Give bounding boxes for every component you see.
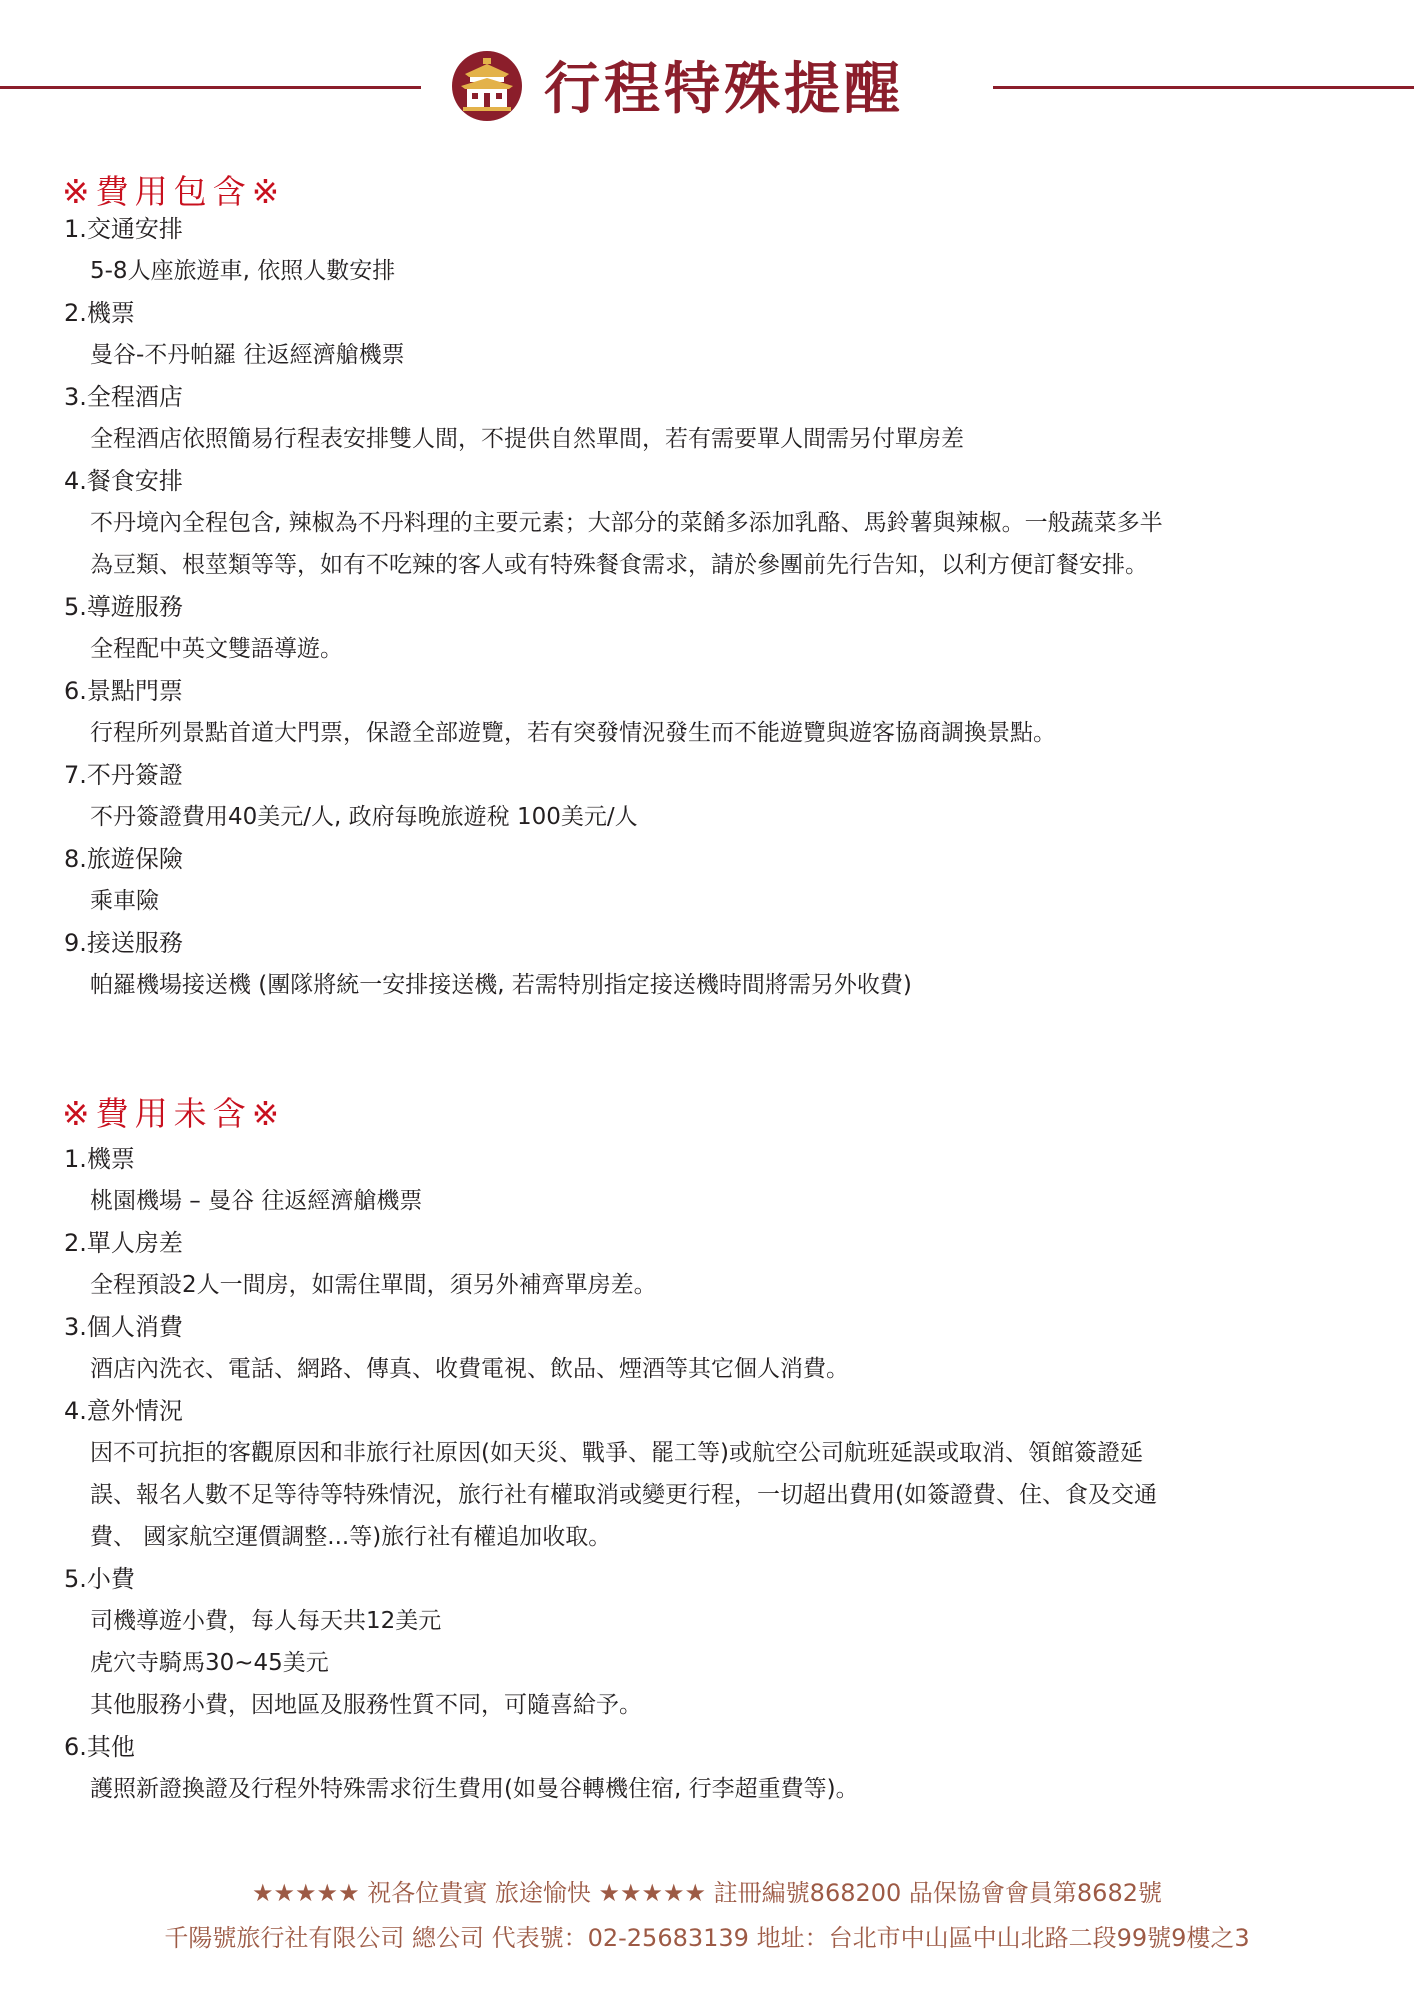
page-header [0,48,1414,132]
item-heading: 4.意外情況 [64,1397,183,1425]
included-section-title: ※費用包含※ [62,172,286,211]
item-detail: 乘車險 [90,888,159,914]
list-item [64,1558,1344,1726]
item-heading: 9.接送服務 [64,929,183,957]
item-heading: 2.單人房差 [64,1229,183,1257]
temple-icon [451,50,523,122]
list-item [64,460,1344,586]
item-detail: 誤、報名人數不足等待等特殊情況，旅行社有權取消或變更行程，一切超出費用(如簽證費、住、食及交通 [90,1482,1157,1508]
item-detail: 全程配中英文雙語導遊。 [90,636,343,662]
list-item [64,670,1344,754]
list-item [64,1222,1344,1306]
item-heading: 4.餐食安排 [64,467,183,495]
list-item [64,922,1344,1006]
item-heading: 7.不丹簽證 [64,761,183,789]
item-heading: 1.機票 [64,1145,135,1173]
item-detail: 不丹簽證費用40美元/人, 政府每晚旅遊稅 100美元/人 [90,804,638,830]
page-title: 行程特殊提醒 [544,57,904,122]
item-detail: 桃園機場 – 曼谷 往返經濟艙機票 [90,1188,423,1214]
list-item [64,1726,1344,1810]
footer-company-info: 千陽號旅行社有限公司 總公司 代表號：02-25683139 地址：台北市中山區中山北路二段99號9樓之3 [164,1924,1250,1952]
item-detail: 帕羅機場接送機 (團隊將統一安排接送機, 若需特別指定接送機時間將需另外收費) [90,972,912,998]
item-detail: 為豆類、根莖類等等，如有不吃辣的客人或有特殊餐食需求，請於參團前先行告知，以利方便訂餐安排。 [90,552,1148,578]
item-detail: 曼谷-不丹帕羅 往返經濟艙機票 [90,342,405,368]
included-list [64,208,1344,1006]
item-detail: 不丹境內全程包含, 辣椒為不丹料理的主要元素；大部分的菜餚多添加乳酪、馬鈴薯與辣椒。一般蔬菜多半 [90,510,1163,536]
item-heading: 6.景點門票 [64,677,183,705]
item-heading: 3.個人消費 [64,1313,183,1341]
item-detail: 司機導遊小費，每人每天共12美元 [90,1608,442,1634]
header-rule-right [993,86,1414,89]
item-detail: 因不可抗拒的客觀原因和非旅行社原因(如天災、戰爭、罷工等)或航空公司航班延誤或取消、領館簽證延 [90,1440,1143,1466]
item-heading: 3.全程酒店 [64,383,183,411]
item-detail: 全程預設2人一間房，如需住單間，須另外補齊單房差。 [90,1272,657,1298]
item-heading: 1.交通安排 [64,215,183,243]
list-item [64,754,1344,838]
item-heading: 6.其他 [64,1733,135,1761]
list-item [64,292,1344,376]
item-detail: 護照新證換證及行程外特殊需求衍生費用(如曼谷轉機住宿, 行李超重費等)。 [90,1776,859,1802]
list-item [64,1390,1344,1558]
header-rule-left [0,86,421,89]
excluded-list [64,1138,1344,1810]
list-item [64,586,1344,670]
item-detail: 5-8人座旅遊車, 依照人數安排 [90,258,396,284]
item-heading: 5.小費 [64,1565,135,1593]
item-detail: 行程所列景點首道大門票，保證全部遊覽，若有突發情況發生而不能遊覽與遊客協商調換景點。 [90,720,1056,746]
item-heading: 5.導遊服務 [64,593,183,621]
list-item [64,1138,1344,1222]
footer-greeting: ★★★★★ 祝各位貴賓 旅途愉快 ★★★★★ 註冊編號868200 品保協會會員第8682號 [252,1879,1162,1907]
list-item [64,838,1344,922]
item-detail: 費、 國家航空運價調整...等)旅行社有權追加收取。 [90,1524,612,1550]
item-detail: 全程酒店依照簡易行程表安排雙人間，不提供自然單間，若有需要單人間需另付單房差 [90,426,964,452]
item-heading: 8.旅遊保險 [64,845,183,873]
item-detail: 其他服務小費，因地區及服務性質不同，可隨喜給予。 [90,1692,642,1718]
list-item [64,208,1344,292]
item-detail: 虎穴寺騎馬30~45美元 [90,1650,329,1676]
excluded-section-title: ※費用未含※ [62,1094,286,1133]
list-item [64,1306,1344,1390]
item-heading: 2.機票 [64,299,135,327]
list-item [64,376,1344,460]
item-detail: 酒店內洗衣、電話、網路、傳真、收費電視、飲品、煙酒等其它個人消費。 [90,1356,849,1382]
